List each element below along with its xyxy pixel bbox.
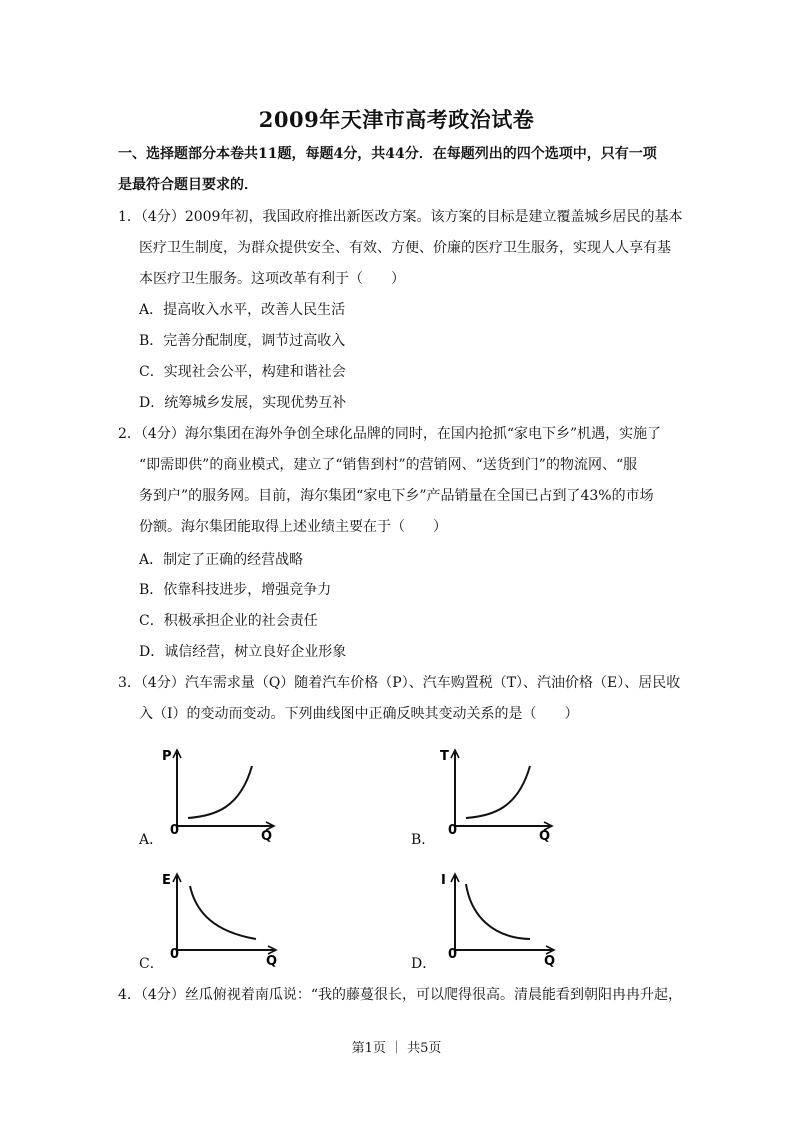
graph-d — [438, 868, 563, 967]
graph-d-origin: 0 — [448, 947, 458, 962]
graph-d-x-label: Q — [544, 954, 556, 969]
question-1-option-c: C．实现社会公平，构建和谐社会 — [139, 364, 346, 380]
graph-b-x-label: Q — [539, 829, 551, 844]
question-1-option-b: B．完善分配制度，调节过高收入 — [139, 333, 346, 349]
graph-a-label: A． — [139, 832, 164, 848]
question-1-option-a: A．提高收入水平，改善人民生活 — [139, 302, 346, 318]
graph-d-y-label: I — [441, 873, 446, 888]
question-2-line-1: 2．（4分）海尔集团在海外争创全球化品牌的同时，在国内抢抓“家电下乡”机遇，实施了 — [118, 426, 662, 442]
graph-a-origin: 0 — [170, 823, 180, 838]
section-instructions-line-2: 是最符合题目要求的． — [118, 177, 258, 193]
graph-b-label: B． — [411, 832, 436, 848]
question-1-line-2: 医疗卫生制度，为群众提供安全、有效、方便、价廉的医疗卫生服务，实现人人享有基 — [139, 240, 671, 256]
graph-b-y-label: T — [440, 749, 449, 764]
question-1-line-3: 本医疗卫生服务。这项改革有利于（ ） — [139, 271, 405, 287]
question-2-option-a: A．制定了正确的经营战略 — [139, 552, 304, 568]
graph-c — [160, 868, 285, 967]
page-title: 2009年天津市高考政治试卷 — [258, 107, 535, 132]
question-2-option-d: D．诚信经营，树立良好企业形象 — [139, 644, 347, 660]
question-4-line-1: 4．（4分）丝瓜俯视着南瓜说：“我的藤蔓很长，可以爬得很高。清晨能看到朝阳冉冉升起， — [118, 987, 682, 1003]
question-2-line-2: “即需即供”的商业模式，建立了“销售到村”的营销网、“送货到门”的物流网、“服 — [139, 457, 638, 473]
graph-c-y-label: E — [162, 873, 171, 888]
question-1-option-d: D．统筹城乡发展，实现优势互补 — [139, 395, 347, 411]
graph-c-curve — [190, 886, 256, 939]
graph-c-origin: 0 — [170, 947, 180, 962]
question-2-line-4: 份额。海尔集团能取得上述业绩主要在于（ ） — [139, 519, 447, 535]
graph-b-curve — [466, 766, 530, 818]
question-2-option-c: C．积极承担企业的社会责任 — [139, 613, 318, 629]
page-footer: 第1页 ｜ 共5页 — [351, 1041, 442, 1056]
graph-a — [160, 744, 280, 843]
question-2-line-3: 务到户”的服务网。目前，海尔集团“家电下乡”产品销量在全国已占到了43%的市场 — [139, 488, 654, 504]
graph-a-x-label: Q — [261, 829, 273, 844]
graph-b — [438, 744, 558, 843]
graph-a-curve — [188, 766, 252, 818]
question-1-line-1: 1．（4分）2009年初，我国政府推出新医改方案。该方案的目标是建立覆盖城乡居民的基本 — [118, 209, 683, 225]
graph-b-origin: 0 — [448, 823, 458, 838]
question-2-option-b: B．依靠科技进步，增强竞争力 — [139, 582, 332, 598]
graph-c-label: C． — [139, 956, 164, 972]
question-3-line-2: 入（I）的变动而变动。下列曲线图中正确反映其变动关系的是（ ） — [139, 706, 579, 722]
section-instructions-line-1: 一、选择题部分本卷共11题，每题4分，共44分．在每题列出的四个选项中，只有一项 — [118, 146, 657, 162]
graph-d-curve — [466, 884, 530, 939]
question-3-line-1: 3．（4分）汽车需求量（Q）随着汽车价格（P）、汽车购置税（T）、汽油价格（E）、居民收 — [118, 675, 681, 691]
graph-a-y-label: P — [162, 749, 172, 764]
graph-c-x-label: Q — [266, 954, 278, 969]
graph-d-label: D． — [411, 956, 437, 972]
